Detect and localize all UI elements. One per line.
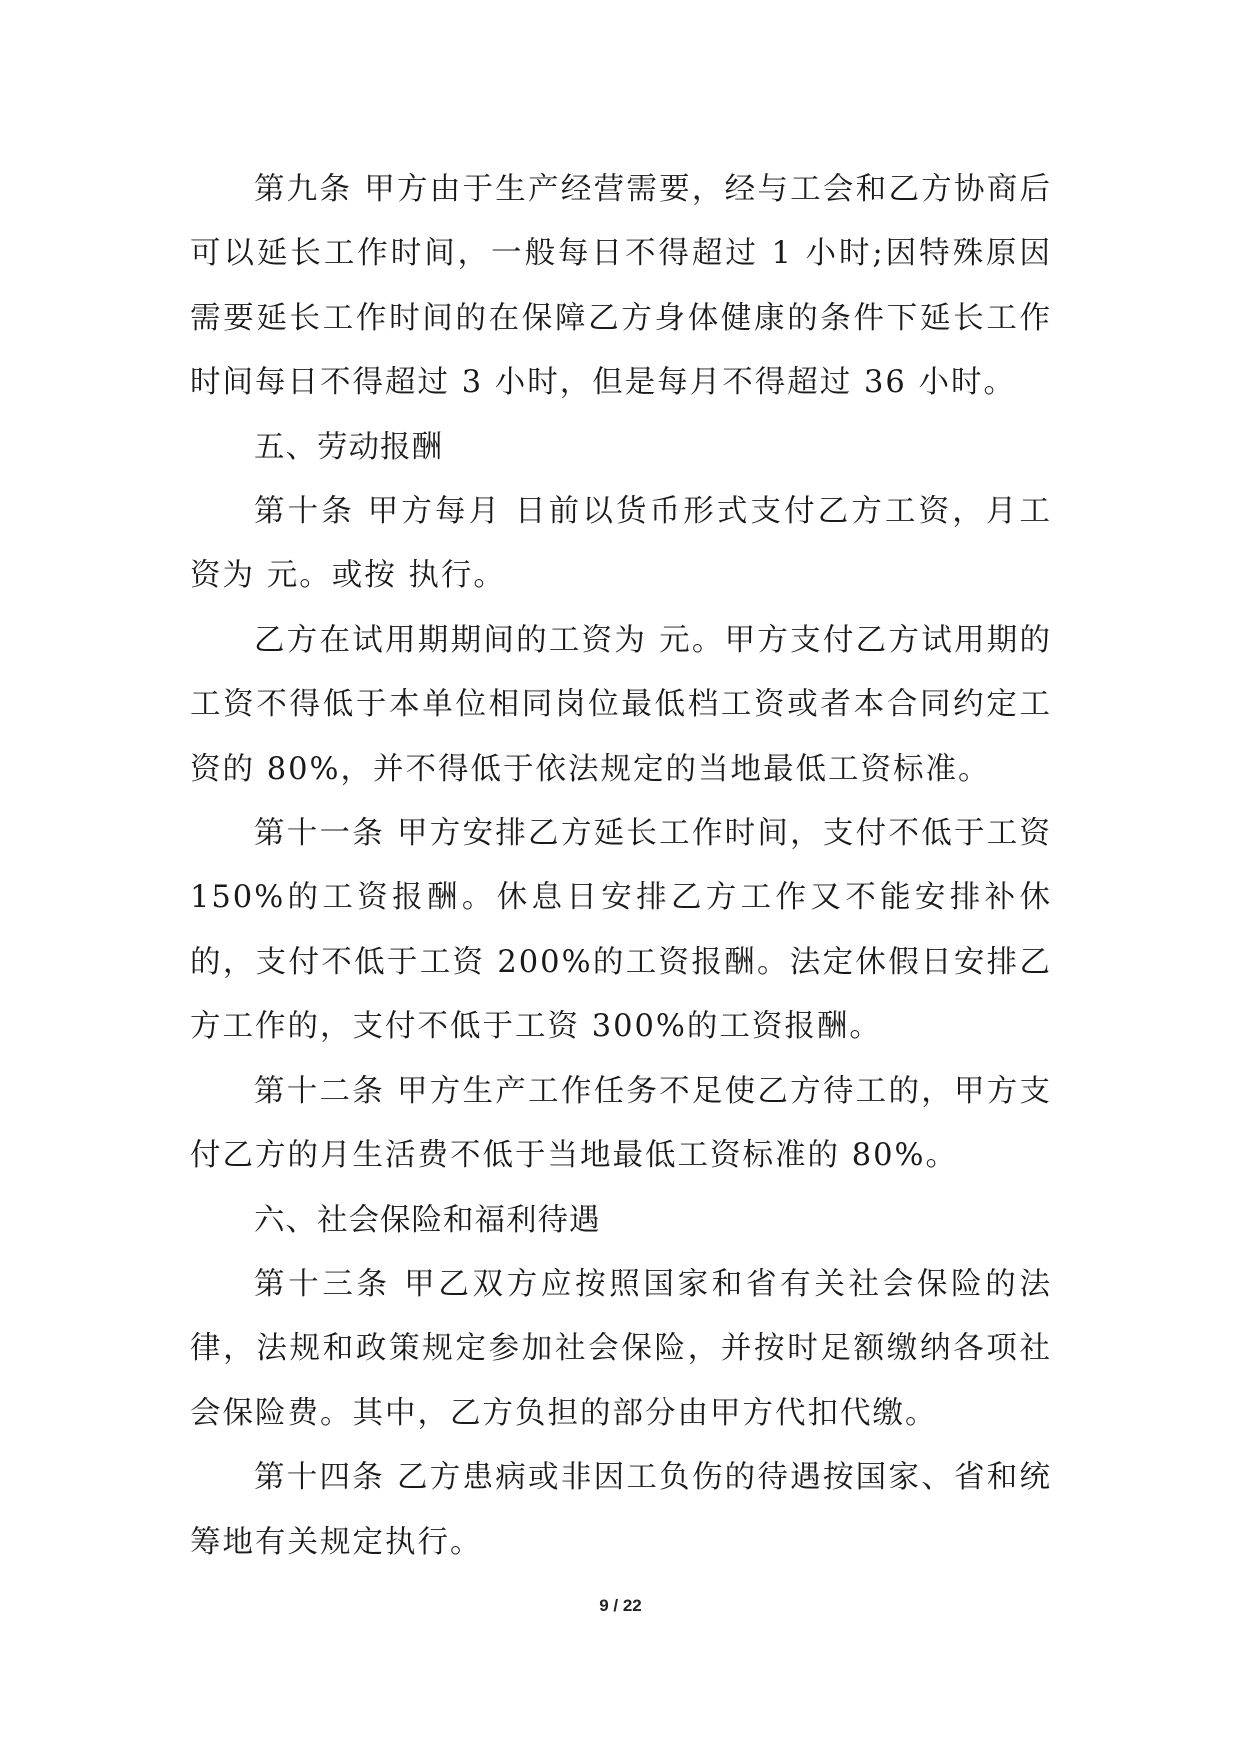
section-heading-remuneration: 五、劳动报酬 [254, 429, 443, 465]
document-body [190, 158, 1064, 1575]
paragraph-article-14: 第十四条 乙方患病或非因工负伤的待遇按国家、省和统筹地有关规定执行。 [190, 1460, 1052, 1560]
page-number: 9 / 22 [599, 1596, 642, 1615]
paragraph-article-9: 第九条 甲方由于生产经营需要，经与工会和乙方协商后可以延长工作时间，一般每日不得超过 1 小时;因特殊原因需要延长工作时间的在保障乙方身体健康的条件下延长工作时间每日不得超过 3 小时，但是每月不得超过 36 小时。 [190, 172, 1052, 401]
paragraph-article-12: 第十二条 甲方生产工作任务不足使乙方待工的，甲方支付乙方的月生活费不低于当地最低工资标准的 80%。 [190, 1073, 1052, 1174]
paragraph-probation-wage: 乙方在试用期期间的工资为 元。甲方支付乙方试用期的工资不得低于本单位相同岗位最低档工资或者本合同约定工资的 80%，并不得低于依法规定的当地最低工资标准。 [190, 622, 1052, 787]
paragraph-article-11: 第十一条 甲方安排乙方延长工作时间，支付不低于工资 150%的工资报酬。休息日安排乙方工作又不能安排补休的，支付不低于工资 200%的工资报酬。法定休假日安排乙方工作的，支付不低于工资 300%的工资报酬。 [190, 816, 1064, 1045]
paragraph-article-13: 第十三条 甲乙双方应按照国家和省有关社会保险的法律，法规和政策规定参加社会保险，并按时足额缴纳各项社会保险费。其中，乙方负担的部分由甲方代扣代缴。 [190, 1266, 1052, 1431]
paragraph-article-10: 第十条 甲方每月 日前以货币形式支付乙方工资，月工资为 元。或按 执行。 [190, 494, 1052, 594]
section-heading-social-insurance: 六、社会保险和福利待遇 [254, 1202, 601, 1238]
